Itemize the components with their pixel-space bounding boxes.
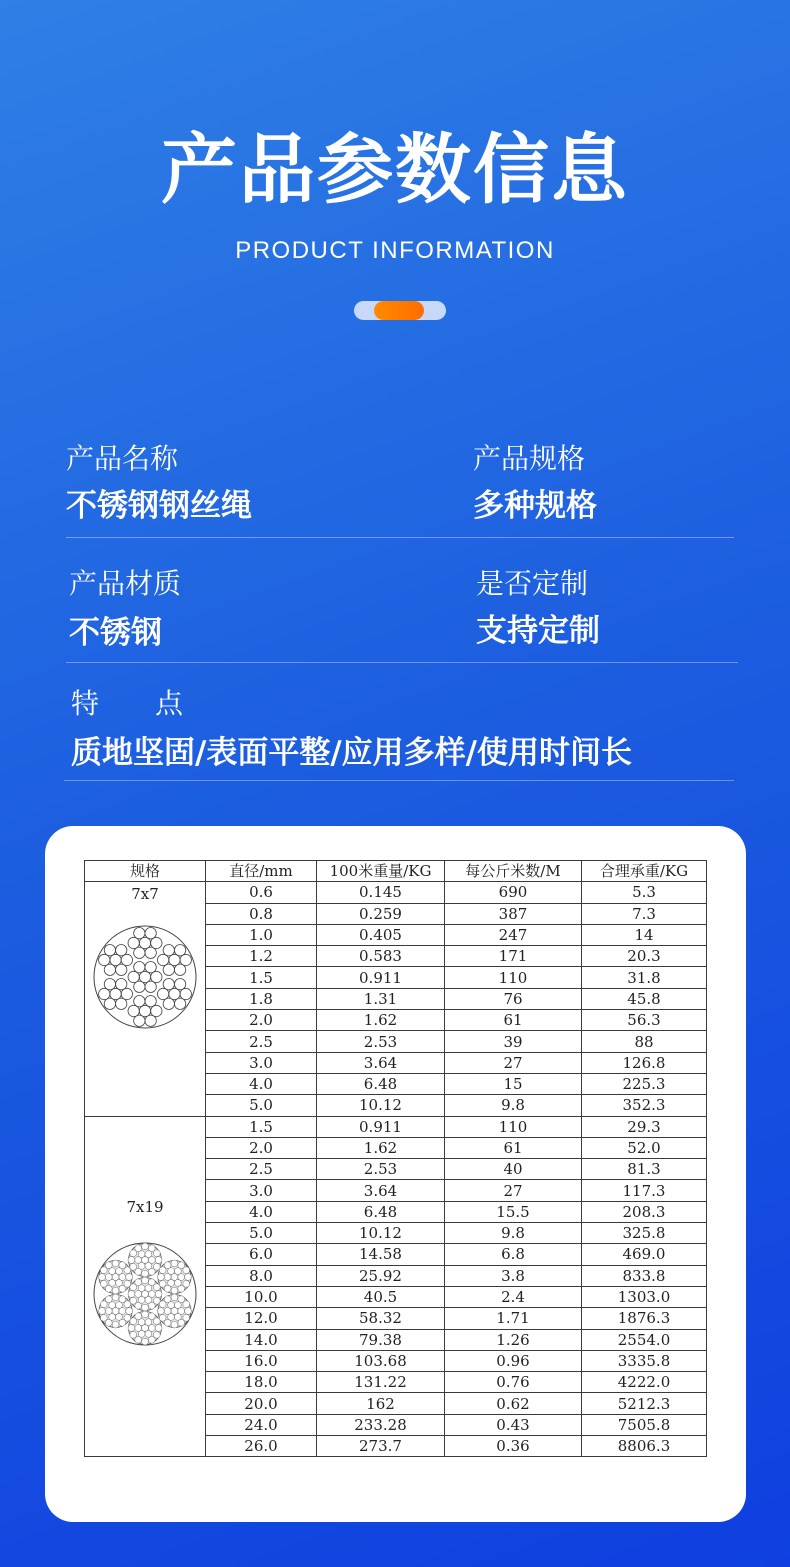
cell-weight: 0.583: [317, 946, 445, 967]
feature-label: 特 点: [71, 687, 184, 720]
cell-load: 88: [582, 1031, 707, 1052]
table-row: [85, 882, 707, 903]
cell-diameter: 2.0: [206, 1137, 317, 1158]
cell-load: 52.0: [582, 1137, 707, 1158]
cell-weight: 2.53: [317, 1031, 445, 1052]
rope-spec-cell: [85, 1116, 206, 1457]
cell-weight: 1.62: [317, 1137, 445, 1158]
cell-diameter: 0.8: [206, 903, 317, 924]
cell-diameter: 1.8: [206, 988, 317, 1009]
cell-diameter: 6.0: [206, 1244, 317, 1265]
cell-diameter: 26.0: [206, 1436, 317, 1457]
table-header-row: [85, 861, 707, 882]
cell-meters-per-kg: 40: [445, 1159, 582, 1180]
cell-diameter: 16.0: [206, 1350, 317, 1371]
divider: [66, 537, 734, 538]
cell-weight: 6.48: [317, 1073, 445, 1094]
cell-load: 325.8: [582, 1223, 707, 1244]
cell-diameter: 3.0: [206, 1052, 317, 1073]
cell-meters-per-kg: 27: [445, 1052, 582, 1073]
rope-spec-cell: [85, 882, 206, 1116]
cell-load: 29.3: [582, 1116, 707, 1137]
cell-meters-per-kg: 1.26: [445, 1329, 582, 1350]
cell-diameter: 2.5: [206, 1031, 317, 1052]
cell-load: 31.8: [582, 967, 707, 988]
divider: [66, 662, 738, 663]
page-title: 产品参数信息: [161, 125, 629, 214]
cell-diameter: 0.6: [206, 882, 317, 903]
cell-weight: 79.38: [317, 1329, 445, 1350]
decorative-pill: [354, 301, 446, 320]
cell-meters-per-kg: 110: [445, 1116, 582, 1137]
divider: [64, 780, 734, 781]
cell-diameter: 8.0: [206, 1265, 317, 1286]
cell-meters-per-kg: 6.8: [445, 1244, 582, 1265]
cell-meters-per-kg: 39: [445, 1031, 582, 1052]
custom-value: 支持定制: [476, 613, 600, 649]
header-spec: 规格: [85, 861, 206, 882]
cell-load: 117.3: [582, 1180, 707, 1201]
material-label: 产品材质: [69, 567, 182, 600]
cell-meters-per-kg: 9.8: [445, 1095, 582, 1116]
rope-spec-label: 7x19: [126, 1197, 164, 1216]
cell-load: 1876.3: [582, 1308, 707, 1329]
cell-diameter: 20.0: [206, 1393, 317, 1414]
cell-load: 833.8: [582, 1265, 707, 1286]
cell-load: 1303.0: [582, 1286, 707, 1307]
header-meters-per-kg: 每公斤米数/M: [445, 861, 582, 882]
cell-meters-per-kg: 76: [445, 988, 582, 1009]
cell-weight: 1.31: [317, 988, 445, 1009]
cell-meters-per-kg: 387: [445, 903, 582, 924]
cell-diameter: 24.0: [206, 1414, 317, 1435]
cell-diameter: 18.0: [206, 1372, 317, 1393]
cell-weight: 2.53: [317, 1159, 445, 1180]
cell-meters-per-kg: 247: [445, 924, 582, 945]
cell-weight: 10.12: [317, 1095, 445, 1116]
cell-load: 126.8: [582, 1052, 707, 1073]
cell-load: 7505.8: [582, 1414, 707, 1435]
cell-diameter: 12.0: [206, 1308, 317, 1329]
spec-table: [84, 860, 707, 1457]
cell-weight: 40.5: [317, 1286, 445, 1307]
cell-load: 352.3: [582, 1095, 707, 1116]
cell-meters-per-kg: 61: [445, 1137, 582, 1158]
cell-load: 4222.0: [582, 1372, 707, 1393]
cell-weight: 3.64: [317, 1180, 445, 1201]
cell-meters-per-kg: 0.76: [445, 1372, 582, 1393]
cell-meters-per-kg: 3.8: [445, 1265, 582, 1286]
cell-weight: 10.12: [317, 1223, 445, 1244]
cell-load: 5212.3: [582, 1393, 707, 1414]
cell-load: 7.3: [582, 903, 707, 924]
cell-load: 56.3: [582, 1010, 707, 1031]
cell-weight: 58.32: [317, 1308, 445, 1329]
product-spec-value: 多种规格: [473, 488, 597, 524]
cell-meters-per-kg: 0.36: [445, 1436, 582, 1457]
cell-diameter: 5.0: [206, 1223, 317, 1244]
feature-value: 质地坚固/表面平整/应用多样/使用时间长: [71, 735, 632, 771]
cell-diameter: 2.5: [206, 1159, 317, 1180]
cell-weight: 131.22: [317, 1372, 445, 1393]
cell-diameter: 1.5: [206, 967, 317, 988]
cell-load: 225.3: [582, 1073, 707, 1094]
cell-diameter: 4.0: [206, 1073, 317, 1094]
cell-weight: 103.68: [317, 1350, 445, 1371]
cell-weight: 0.259: [317, 903, 445, 924]
cell-diameter: 10.0: [206, 1286, 317, 1307]
cell-load: 20.3: [582, 946, 707, 967]
rope-7x19-cross-section-icon: [92, 1241, 198, 1352]
cell-weight: 25.92: [317, 1265, 445, 1286]
rope-7x7-cross-section-icon: [92, 924, 198, 1035]
cell-meters-per-kg: 0.96: [445, 1350, 582, 1371]
pill-accent: [374, 301, 424, 320]
cell-meters-per-kg: 171: [445, 946, 582, 967]
cell-meters-per-kg: 9.8: [445, 1223, 582, 1244]
cell-weight: 14.58: [317, 1244, 445, 1265]
cell-diameter: 4.0: [206, 1201, 317, 1222]
cell-load: 2554.0: [582, 1329, 707, 1350]
header-weight: 100米重量/KG: [317, 861, 445, 882]
cell-meters-per-kg: 0.43: [445, 1414, 582, 1435]
header-load: 合理承重/KG: [582, 861, 707, 882]
cell-weight: 233.28: [317, 1414, 445, 1435]
product-name-label: 产品名称: [66, 442, 179, 475]
cell-weight: 0.405: [317, 924, 445, 945]
cell-meters-per-kg: 15.5: [445, 1201, 582, 1222]
cell-meters-per-kg: 27: [445, 1180, 582, 1201]
header-diameter: 直径/mm: [206, 861, 317, 882]
cell-meters-per-kg: 0.62: [445, 1393, 582, 1414]
cell-load: 81.3: [582, 1159, 707, 1180]
cell-meters-per-kg: 61: [445, 1010, 582, 1031]
cell-meters-per-kg: 15: [445, 1073, 582, 1094]
cell-diameter: 2.0: [206, 1010, 317, 1031]
cell-load: 5.3: [582, 882, 707, 903]
cell-load: 8806.3: [582, 1436, 707, 1457]
cell-weight: 0.911: [317, 967, 445, 988]
cell-meters-per-kg: 690: [445, 882, 582, 903]
cell-weight: 1.62: [317, 1010, 445, 1031]
cell-load: 14: [582, 924, 707, 945]
cell-weight: 162: [317, 1393, 445, 1414]
cell-meters-per-kg: 110: [445, 967, 582, 988]
product-name-value: 不锈钢钢丝绳: [66, 488, 252, 524]
cell-load: 3335.8: [582, 1350, 707, 1371]
cell-weight: 3.64: [317, 1052, 445, 1073]
product-spec-label: 产品规格: [473, 442, 586, 475]
cell-weight: 273.7: [317, 1436, 445, 1457]
cell-meters-per-kg: 1.71: [445, 1308, 582, 1329]
cell-load: 208.3: [582, 1201, 707, 1222]
cell-load: 45.8: [582, 988, 707, 1009]
cell-load: 469.0: [582, 1244, 707, 1265]
table-row: [85, 1116, 707, 1137]
rope-spec-label: 7x7: [131, 885, 159, 904]
cell-diameter: 3.0: [206, 1180, 317, 1201]
material-value: 不锈钢: [69, 615, 162, 651]
cell-diameter: 1.0: [206, 924, 317, 945]
cell-meters-per-kg: 2.4: [445, 1286, 582, 1307]
cell-diameter: 14.0: [206, 1329, 317, 1350]
cell-weight: 0.145: [317, 882, 445, 903]
cell-weight: 0.911: [317, 1116, 445, 1137]
page-subtitle: PRODUCT INFORMATION: [235, 237, 555, 264]
cell-diameter: 1.2: [206, 946, 317, 967]
custom-label: 是否定制: [476, 567, 589, 600]
cell-diameter: 1.5: [206, 1116, 317, 1137]
cell-diameter: 5.0: [206, 1095, 317, 1116]
cell-weight: 6.48: [317, 1201, 445, 1222]
